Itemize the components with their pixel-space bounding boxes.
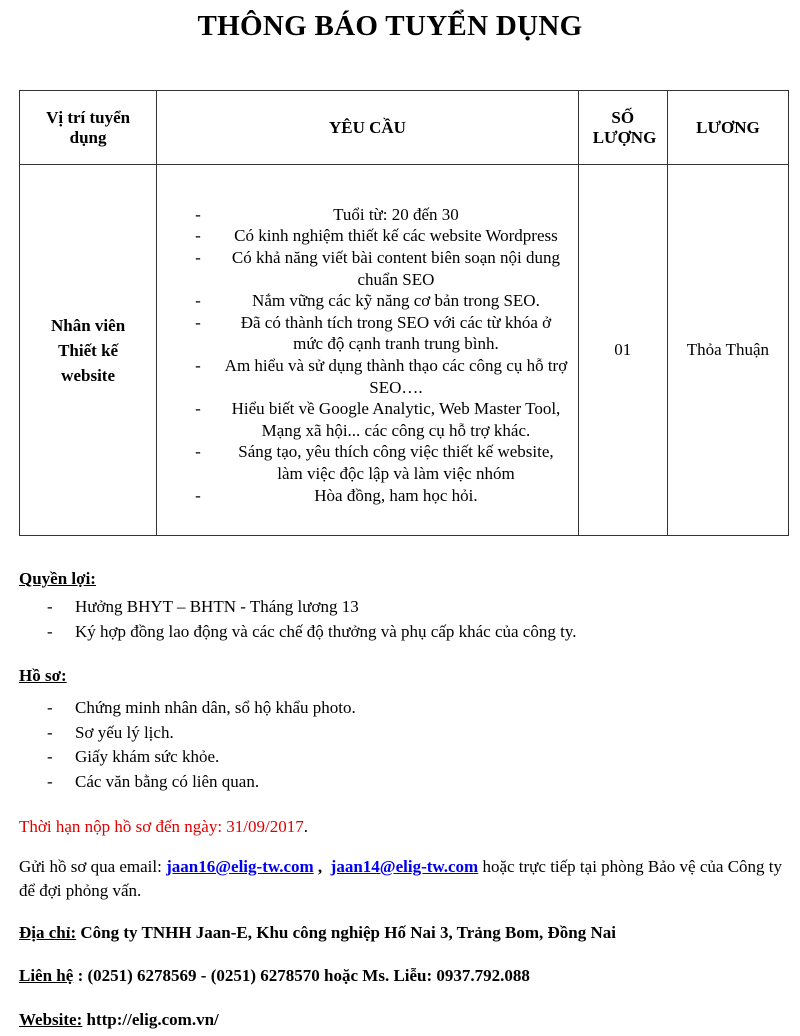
page-title: THÔNG BÁO TUYỂN DỤNG bbox=[197, 10, 583, 42]
benefits-section bbox=[19, 567, 789, 644]
header-quantity: SỐ LƯỢNG bbox=[578, 91, 667, 165]
website-label: Website: bbox=[19, 1010, 83, 1029]
quantity-cell: 01 bbox=[578, 165, 667, 536]
requirement-item: - Hiểu biết về Google Analytic, Web Master Tool, Mạng xã hội... các công cụ hỗ trợ khác. bbox=[195, 399, 561, 440]
address-label: Địa chỉ: bbox=[19, 923, 77, 942]
header-salary: LƯƠNG bbox=[667, 91, 788, 165]
submit-paragraph: Gửi hồ sơ qua email: jaan16@elig-tw.com , jaan14@elig-tw.com hoặc trực tiếp tại phòng Bảo vệ của Công ty để đợi phỏng vấn. bbox=[19, 857, 783, 900]
deadline-text: Thời hạn nộp hồ sơ đến ngày: 31/09/2017 bbox=[19, 817, 304, 836]
email-link-1[interactable]: jaan16@elig-tw.com bbox=[166, 857, 314, 876]
list-item: - Hưởng BHYT – BHTN - Tháng lương 13 bbox=[47, 597, 359, 616]
documents-list bbox=[19, 696, 789, 794]
requirement-item: - Hòa đồng, ham học hỏi. bbox=[195, 485, 478, 505]
salary-cell: Thỏa Thuận bbox=[667, 165, 788, 536]
contact-value: : (0251) 6278569 - (0251) 6278570 hoặc Ms. Liễu: 0937.792.088 bbox=[73, 966, 530, 985]
header-requirements: YÊU CẦU bbox=[157, 91, 579, 165]
list-item: - Sơ yếu lý lịch. bbox=[47, 722, 174, 742]
requirement-item: - Nắm vững các kỹ năng cơ bản trong SEO. bbox=[195, 291, 540, 311]
contact-label: Liên hệ bbox=[19, 966, 74, 985]
address-value: Công ty TNHH Jaan-E, Khu công nghiệp Hố Nai 3, Trảng Bom, Đồng Nai bbox=[76, 923, 616, 942]
requirement-item: - Sáng tạo, yêu thích công việc thiết kế website, làm việc độc lập và làm việc nhóm bbox=[195, 442, 554, 483]
documents-section bbox=[19, 664, 789, 794]
list-item: - Chứng minh nhân dân, sổ hộ khẩu photo. bbox=[47, 698, 356, 717]
requirement-item: - Tuổi từ: 20 đến 30 bbox=[195, 204, 459, 224]
job-table bbox=[19, 90, 789, 536]
requirement-item: - Am hiểu và sử dụng thành thạo các công cụ hỗ trợ SEO…. bbox=[195, 356, 568, 397]
requirement-item: - Đã có thành tích trong SEO với các từ khóa ở mức độ cạnh tranh trung bình. bbox=[195, 312, 552, 354]
address-line bbox=[19, 921, 789, 945]
benefits-heading: Quyền lợi: bbox=[19, 569, 96, 588]
website-value: http://elig.com.vn/ bbox=[82, 1010, 219, 1029]
list-item: - Ký hợp đồng lao động và các chế độ thưởng và phụ cấp khác của công ty. bbox=[47, 621, 577, 641]
deadline-line: Thời hạn nộp hồ sơ đến ngày: 31/09/2017. bbox=[19, 817, 309, 836]
email-link-2[interactable]: jaan14@elig-tw.com bbox=[330, 857, 479, 876]
requirements-list bbox=[157, 194, 578, 506]
requirement-item: - Có khả năng viết bài content biên soạn nội dung chuẩn SEO bbox=[195, 248, 561, 289]
requirements-cell bbox=[157, 165, 579, 536]
contact-line bbox=[19, 964, 789, 988]
benefits-list bbox=[19, 595, 789, 644]
requirement-item: - Có kinh nghiệm thiết kế các website Wordpress bbox=[195, 226, 558, 246]
website-line bbox=[19, 1008, 789, 1032]
position-cell: Nhân viên Thiết kế website bbox=[20, 165, 157, 536]
documents-heading: Hồ sơ: bbox=[19, 666, 67, 685]
list-item: - Giấy khám sức khỏe. bbox=[47, 747, 220, 766]
header-position: Vị trí tuyển dụng bbox=[20, 91, 157, 165]
list-item: - Các văn bằng có liên quan. bbox=[47, 771, 260, 791]
table-header-row bbox=[20, 91, 789, 165]
table-row bbox=[20, 165, 789, 536]
